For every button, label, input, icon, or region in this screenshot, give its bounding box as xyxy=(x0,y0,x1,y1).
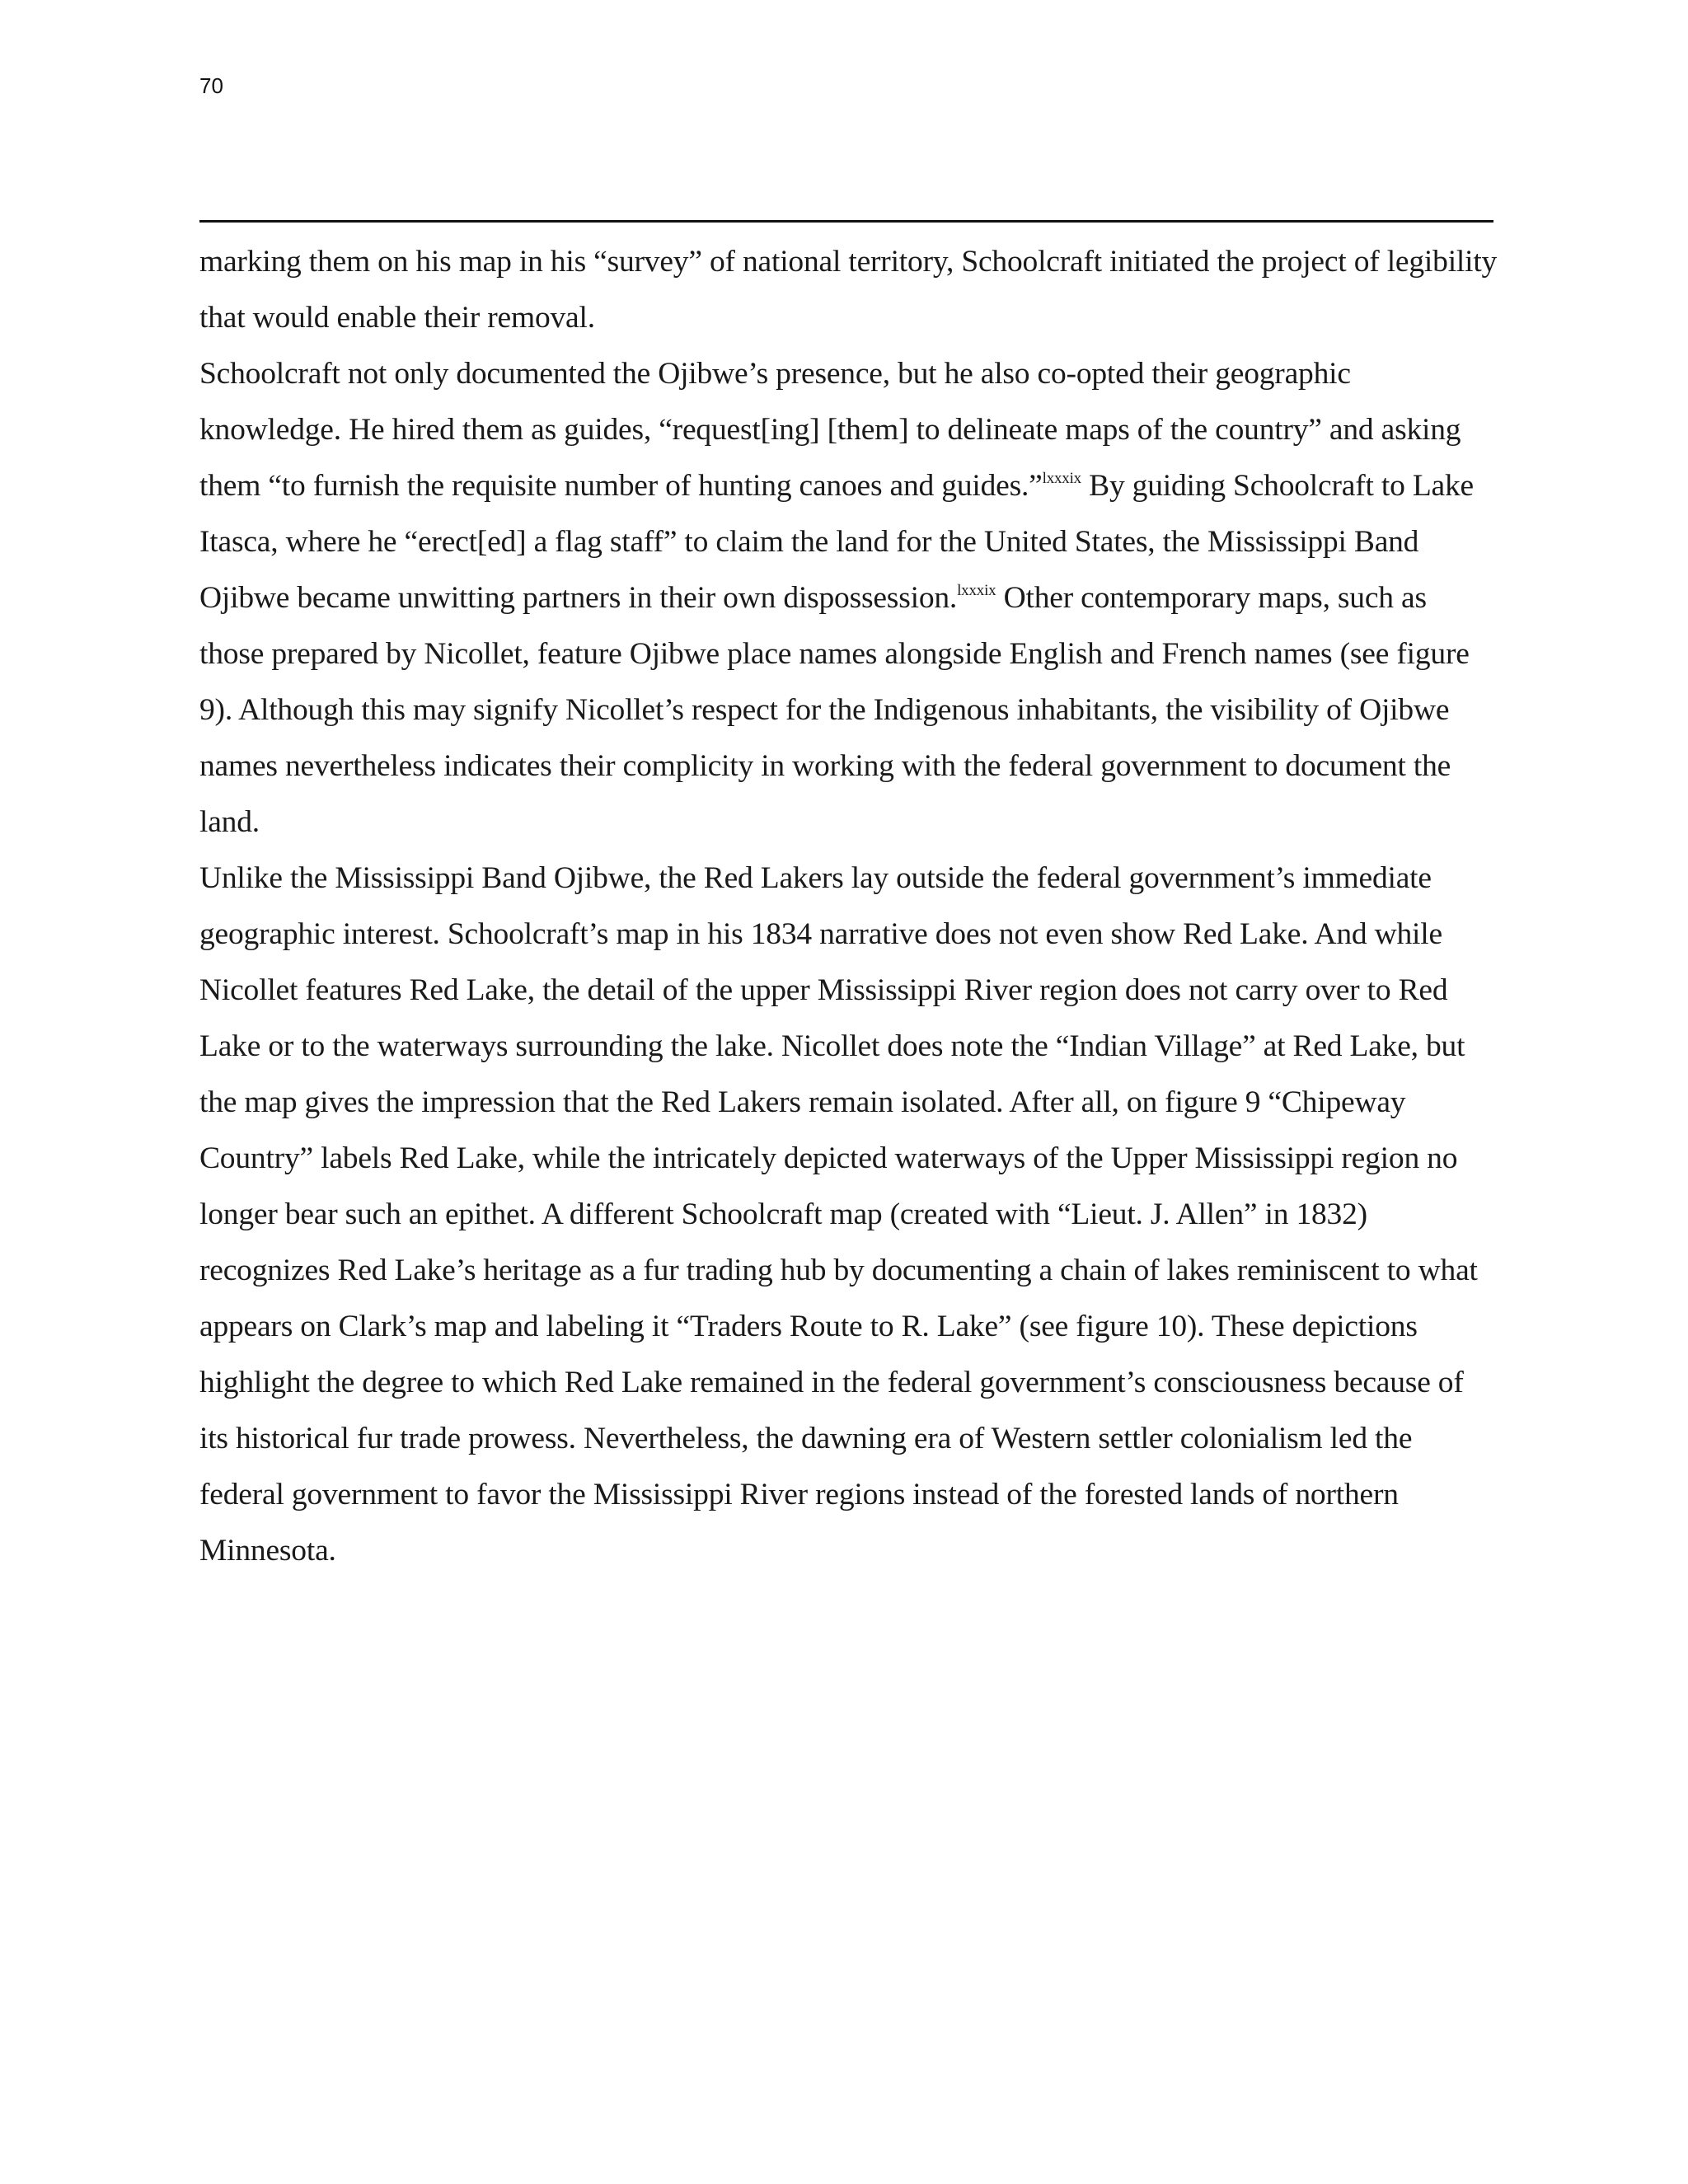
paragraph-2 xyxy=(199,346,1498,851)
paragraph-2-part-2: By guiding Schoolcraft to Lake Itasca, where he “erect[ed] a flag staff” to claim the land for the United States, the Mississippi Band Ojibwe became unwitting partners in their own dispossession. xyxy=(199,469,1474,615)
paragraph-3: Unlike the Mississippi Band Ojibwe, the Red Lakers lay outside the federal government’s immediate geographic interest. Schoolcraft’s map in his 1834 narrative does not even show Red Lake. And while Nicollet features Red Lake, the detail of the upper Mississippi River region does not carry over to Red Lake or to the waterways surrounding the lake. Nicollet does note the “Indian Village” at Red Lake, but the map gives the impression that the Red Lakers remain isolated. After all, on figure 9 “Chipeway Country” labels Red Lake, while the intricately depicted waterways of the Upper Mississippi region no longer bear such an epithet. A different Schoolcraft map (created with “Lieut. J. Allen” in 1832) recognizes Red Lake’s heritage as a fur trading hub by documenting a chain of lakes reminiscent to what appears on Clark’s map and labeling it “Traders Route to R. Lake” (see figure 10). These depictions highlight the degree to which Red Lake remained in the federal government’s consciousness because of its historical fur trade prowess. Nevertheless, the dawning era of Western settler colonialism led the federal government to favor the Mississippi River regions instead of the forested lands of northern Minnesota. xyxy=(199,861,1478,1568)
page-number: 70 xyxy=(199,73,223,98)
top-rule-divider xyxy=(199,220,1493,223)
paragraph-2-part-3: Other contemporary maps, such as those prepared by Nicollet, feature Ojibwe place names alongside English and French names (see figure 9). Although this may signify Nicollet’s respect for the Indigenous inhabitants, the visibility of Ojibwe names nevertheless indicates their complicity in working with the federal government to document the land. xyxy=(199,581,1470,839)
paragraph-2-part-1: Schoolcraft not only documented the Ojibwe’s presence, but he also co-opted their geographic knowledge. He hired them as guides, “request[ing] [them] to delineate maps of the country” and asking them “to furnish the requisite number of hunting canoes and guides.” xyxy=(199,357,1461,503)
endnote-reference: lxxxix xyxy=(957,582,996,599)
paragraph-1: marking them on his map in his “survey” of national territory, Schoolcraft initiated the project of legibility that would enable their removal. xyxy=(199,245,1498,335)
body-text xyxy=(199,234,1498,1579)
endnote-reference: lxxxix xyxy=(1042,470,1081,487)
